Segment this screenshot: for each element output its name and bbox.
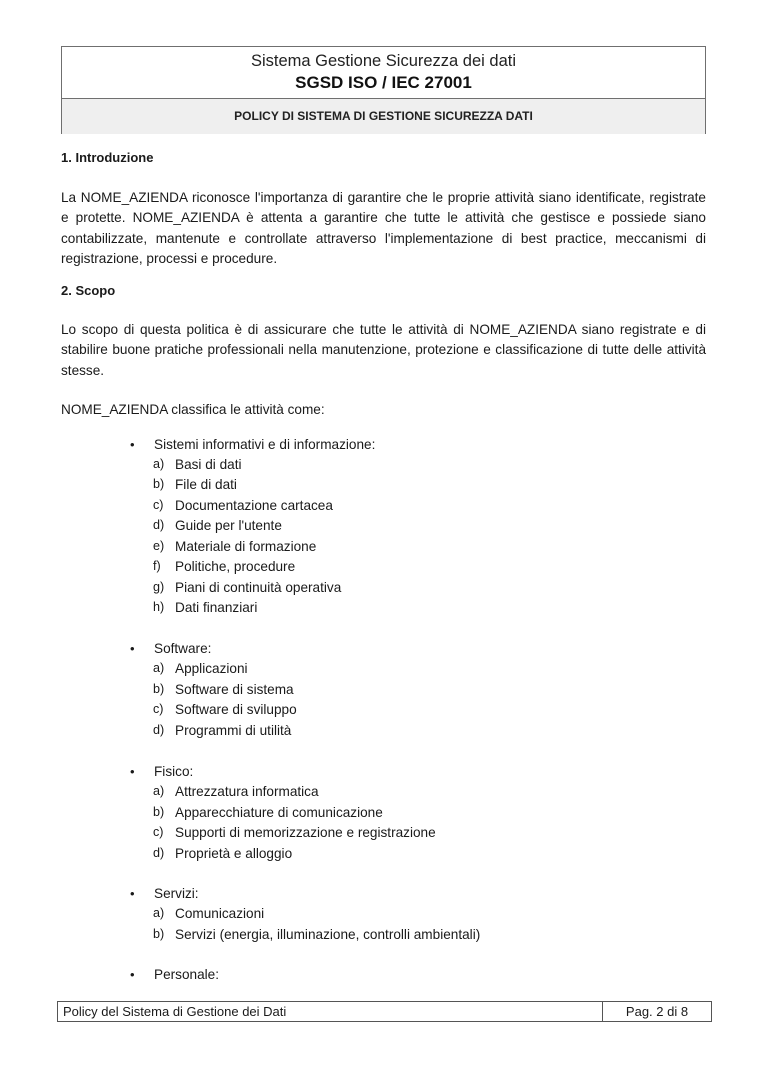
section-paragraph-scopo: Lo scopo di questa politica è di assicurare che tutte le attività di NOME_AZIENDA siano registrate e di stabilire buone pratiche professionali nella manutenzione, protezione e classificazione di tutte delle attività stesse. <box>61 322 706 378</box>
item-letter: f) <box>153 559 161 573</box>
item-text: Attrezzatura informatica <box>175 784 319 799</box>
document-footer <box>57 1001 712 1022</box>
item-letter: d) <box>153 518 165 532</box>
item-text: Comunicazioni <box>175 906 265 921</box>
item-text: File di dati <box>175 477 237 492</box>
category-label: Servizi: <box>154 886 199 901</box>
item-text: Documentazione cartacea <box>175 498 333 513</box>
section-paragraph-introduzione: La NOME_AZIENDA riconosce l'importanza di garantire che le proprie attività siano identificate, registrate e protette. NOME_AZIENDA è attenta a garantire che tutte le attività che gestisce e possiede siano contabilizzate, mantenute e controllate attraverso l'implementazione di best practice, meccanismi di registrazione, processi e procedure. <box>61 190 706 266</box>
item-letter: d) <box>153 846 165 860</box>
item-text: Programmi di utilità <box>175 723 292 738</box>
item-text: Supporti di memorizzazione e registrazione <box>175 825 436 840</box>
category-label: Sistemi informativi e di informazione: <box>154 437 376 452</box>
bullet-icon: • <box>130 641 135 656</box>
policy-title: POLICY DI SISTEMA DI GESTIONE SICUREZZA DATI <box>62 99 705 134</box>
bullet-icon: • <box>130 437 135 452</box>
header-subtitle: SGSD ISO / IEC 27001 <box>295 73 472 92</box>
classification-intro: NOME_AZIENDA classifica le attività come: <box>61 402 325 417</box>
item-letter: c) <box>153 702 164 716</box>
item-letter: a) <box>153 784 165 798</box>
item-text: Servizi (energia, illuminazione, controlli ambientali) <box>175 927 481 942</box>
header-title: Sistema Gestione Sicurezza dei dati <box>250 52 517 70</box>
item-letter: h) <box>153 600 165 614</box>
item-letter: a) <box>153 457 165 471</box>
item-letter: a) <box>153 661 165 675</box>
footer-page-number: Pag. 2 di 8 <box>625 1004 689 1019</box>
section-heading-scopo: 2. Scopo <box>61 283 116 298</box>
section-heading-introduzione: 1. Introduzione <box>61 150 154 165</box>
item-text: Guide per l'utente <box>175 518 282 533</box>
item-letter: a) <box>153 906 165 920</box>
bullet-icon: • <box>130 967 135 982</box>
bullet-icon: • <box>130 764 135 779</box>
item-text: Proprietà e alloggio <box>175 846 293 861</box>
document-header <box>61 46 706 134</box>
item-text: Basi di dati <box>175 457 242 472</box>
item-letter: b) <box>153 927 165 941</box>
item-letter: g) <box>153 580 165 594</box>
item-text: Software di sviluppo <box>175 702 297 717</box>
item-letter: e) <box>153 539 165 553</box>
item-letter: b) <box>153 682 165 696</box>
item-text: Piani di continuità operativa <box>175 580 342 595</box>
item-letter: c) <box>153 825 164 839</box>
category-label: Fisico: <box>154 764 194 779</box>
item-letter: d) <box>153 723 165 737</box>
category-label: Personale: <box>154 967 219 982</box>
item-text: Apparecchiature di comunicazione <box>175 805 383 820</box>
item-text: Software di sistema <box>175 682 294 697</box>
item-text: Applicazioni <box>175 661 248 676</box>
header-title-block <box>62 47 705 99</box>
item-letter: c) <box>153 498 164 512</box>
footer-document-title: Policy del Sistema di Gestione dei Dati <box>58 1002 603 1021</box>
item-letter: b) <box>153 805 165 819</box>
item-text: Materiale di formazione <box>175 539 317 554</box>
category-label: Software: <box>154 641 212 656</box>
item-letter: b) <box>153 477 165 491</box>
bullet-icon: • <box>130 886 135 901</box>
item-text: Dati finanziari <box>175 600 258 615</box>
item-text: Politiche, procedure <box>175 559 296 574</box>
